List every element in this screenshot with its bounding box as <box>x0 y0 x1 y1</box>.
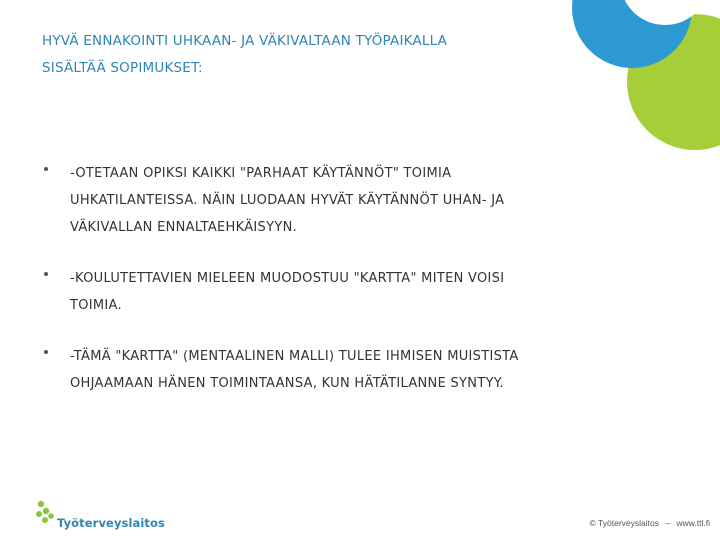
blue-circle <box>572 0 692 68</box>
footer-separator: – <box>665 518 671 528</box>
bullet-item <box>0 265 720 319</box>
bullet-line: -TÄMÄ "KARTTA" (MENTAALINEN MALLI) TULEE IHMISEN MUISTISTA <box>70 349 519 364</box>
footer-copyright: © Työterveyslaitos <box>589 518 659 528</box>
bullet-marker <box>44 167 48 171</box>
slide-title <box>42 28 562 82</box>
bullet-line: OHJAAMAAN HÄNEN TOIMINTAANSA, KUN HÄTÄTILANNE SYNTYY. <box>70 376 504 391</box>
bullet-text <box>70 343 630 397</box>
bullet-marker <box>44 272 48 276</box>
bullet-line: -KOULUTETTAVIEN MIELEEN MUODOSTUU "KARTTA" MITEN VOISI <box>70 271 505 286</box>
light-blue-circle <box>660 18 720 98</box>
title-line: SISÄLTÄÄ SOPIMUKSET: <box>42 60 203 76</box>
tyoterveyslaitos-logo-icon <box>34 498 58 530</box>
bullet-item <box>0 343 720 397</box>
bullet-text <box>70 265 630 319</box>
bullet-line: VÄKIVALLAN ENNALTAEHKÄISYYN. <box>70 220 298 235</box>
bullet-line: UHKATILANTEISSA. NÄIN LUODAAN HYVÄT KÄYTÄNNÖT UHAN- JA <box>70 193 505 208</box>
title-line: HYVÄ ENNAKOINTI UHKAAN- JA VÄKIVALTAAN TYÖPAIKALLA <box>42 33 448 49</box>
logo-text: Työterveyslaitos <box>57 516 165 530</box>
bullet-list <box>0 160 720 421</box>
green-circle <box>627 14 720 150</box>
bullet-item <box>0 160 720 241</box>
bullet-marker <box>44 350 48 354</box>
bullet-line: -OTETAAN OPIKSI KAIKKI "PARHAAT KÄYTÄNNÖT" TOIMIA <box>70 166 452 181</box>
footer-url[interactable]: www.ttl.fi <box>676 518 710 528</box>
bullet-line: TOIMIA. <box>70 298 122 313</box>
footer <box>586 518 710 528</box>
bullet-text <box>70 160 630 241</box>
white-circle <box>620 0 710 25</box>
